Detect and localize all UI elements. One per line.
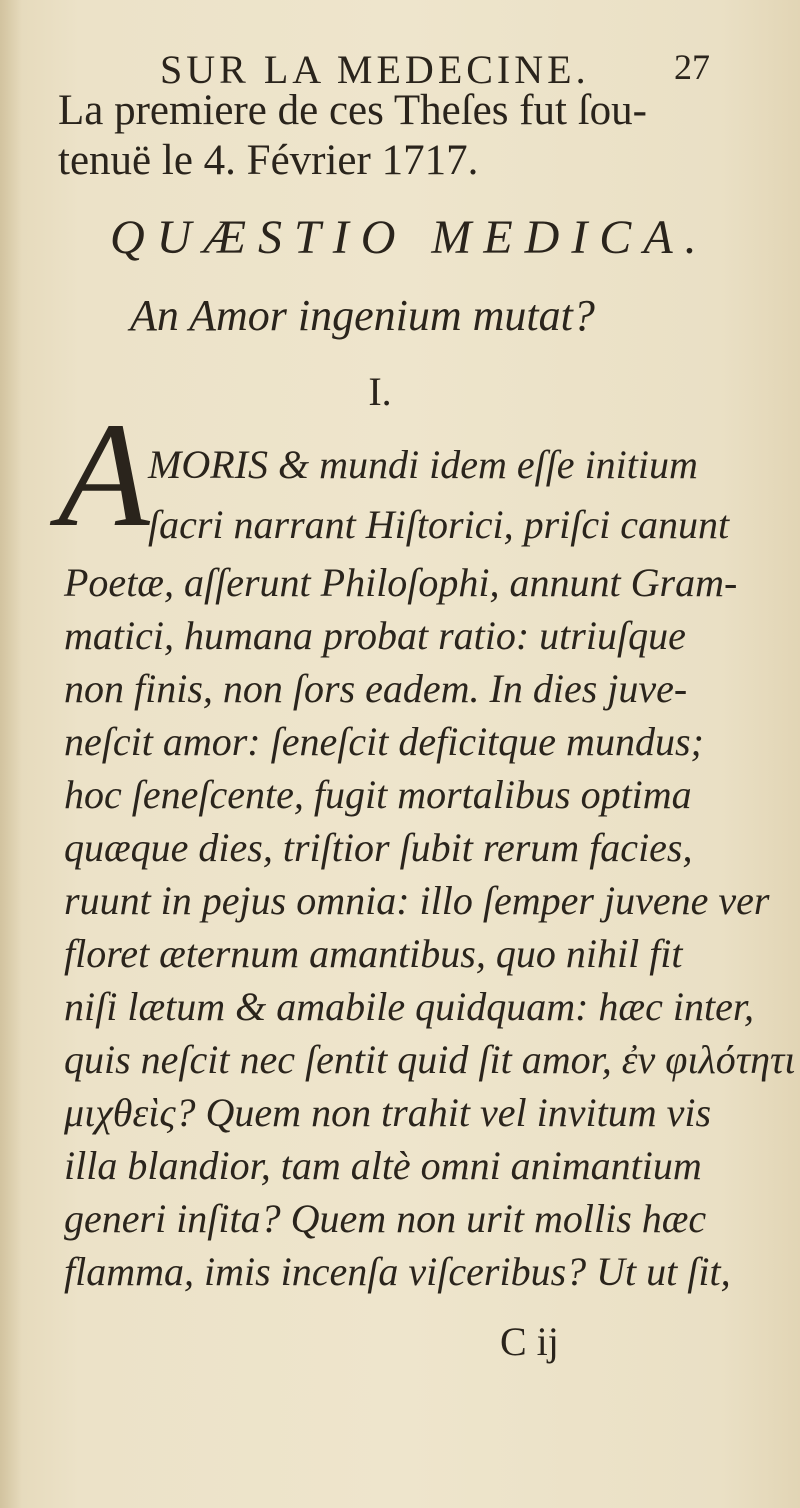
drop-cap: A [58,392,150,558]
text-line-15: generi inſita? Quem non urit mollis hæc [64,1196,707,1241]
section-number: I. [368,369,392,414]
text-line-6: neſcit amor: ſeneſcit deficitque mundus; [64,719,704,764]
text-line-8: quæque dies, triſtior ſubit rerum facies, [64,825,693,870]
text-line-12: quis neſcit nec ſentit quid ſit amor, ἐν φιλότητι [64,1037,796,1082]
text-line-1: MORIS & mundi idem eſſe initium [148,442,698,487]
text-line-14: illa blandior, tam altè omni animantium [64,1143,702,1188]
text-line-7: hoc ſeneſcente, fugit mortalibus optima [64,772,692,817]
text-line-5: non finis, non ſors eadem. In dies juve- [64,666,688,711]
text-line-11: niſi lætum & amabile quidquam: hæc inter, [64,984,754,1029]
question-heading: An Amor ingenium mutat? [130,291,595,340]
text-line-16: flamma, imis incenſa viſceribus? Ut ut ſit, [64,1249,731,1294]
page-header [160,42,740,92]
text-line-9: ruunt in pejus omnia: illo ſemper juvene ver [64,878,770,923]
text-line-3: Poetæ, aſſerunt Philoſophi, annunt Gram- [64,560,738,605]
intro-line-1: La premiere de ces Theſes fut ſou- [58,87,648,134]
page-number: 27 [674,47,710,87]
signature-mark: C ij [500,1319,559,1364]
intro-line-2: tenuë le 4. Février 1717. [58,137,479,184]
running-title: SUR LA MEDECINE. [160,47,590,92]
text-line-13: μιχθεὶς? Quem non trahit vel invitum vis [64,1090,712,1135]
quaestio-title: QUÆSTIO MEDICA. [110,211,709,264]
text-line-2: ſacri narrant Hiſtorici, priſci canunt [148,502,730,547]
text-line-10: floret æternum amantibus, quo nihil fit [64,931,683,976]
text-line-4: matici, humana probat ratio: utriuſque [64,613,686,658]
page-gutter-shadow [0,0,22,1508]
